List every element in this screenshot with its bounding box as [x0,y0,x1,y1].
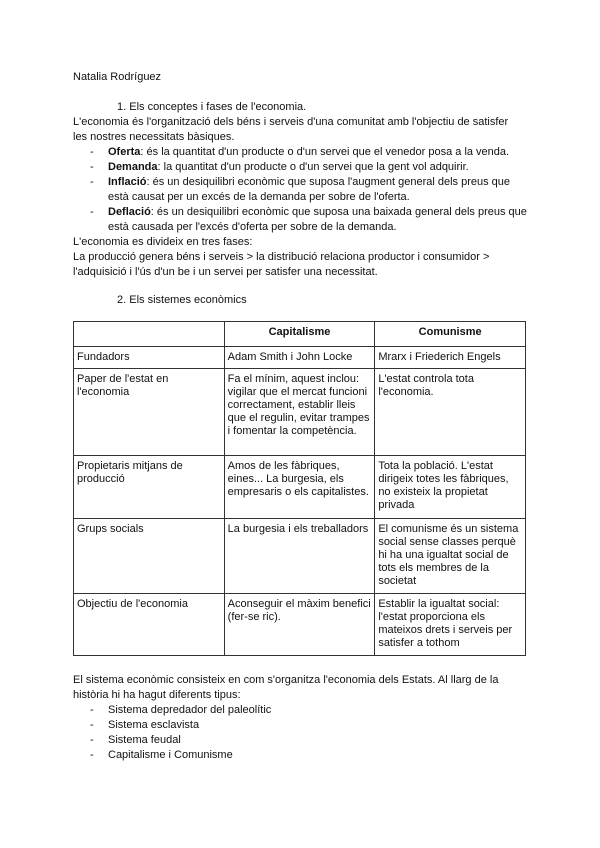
intro-line-1: L'economia és l'organització dels béns i serveis d'una comunitat amb l'objectiu de satisfer [73,116,509,128]
table-cell: Adam Smith i John Locke [224,347,375,369]
phases-intro: L'economia es divideix en tres fases: [73,236,253,248]
table-cell: Aconseguir el màxim benefici (fer-se ric). [224,594,375,656]
table-cell: Grups socials [74,519,225,594]
outro-line-2: història hi ha hagut diferents tipus: [73,689,241,701]
intro-line-2: les nostres necessitats bàsiques. [73,131,235,143]
table-cell: Tota la població. L'estat dirigeix totes les fàbriques, no existeix la propietat privada [375,456,526,519]
table-row [74,594,526,656]
header-cell: Capitalisme [224,322,375,347]
table-cell: Fa el mínim, aquest inclou: vigilar que el mercat funcioni correctament, establir lleis que el regulin, evitar trampes i fomentar la competència. [224,369,375,456]
table-cell: La burgesia i els treballadors [224,519,375,594]
table-cell: El comunisme és un sistema social sense classes perquè hi ha una igualtat social de tots els membres de la societat [375,519,526,594]
table-cell: Establir la igualtat social: l'estat proporciona els mateixos drets i serveis per satisfer a tothom [375,594,526,656]
header-cell: Comunisme [375,322,526,347]
phases-line-2: l'adquisició i l'ús d'un be i un servei per satisfer una necessitat. [73,266,378,278]
section-1-heading: 1. Els conceptes i fases de l'economia. [117,101,307,113]
header-cell [74,322,225,347]
table-row [74,519,526,594]
table-cell: L'estat controla tota l'economia. [375,369,526,456]
table-cell: Paper de l'estat en l'economia [74,369,225,456]
economic-systems-table [73,321,526,656]
phases-line-1: La producció genera béns i serveis > la distribució relaciona productor i consumidor > [73,251,490,263]
table-row [74,369,526,456]
table-cell: Propietaris mitjans de producció [74,456,225,519]
table-cell: Objectiu de l'economia [74,594,225,656]
table-cell: Amos de les fàbriques, eines... La burgesia, els empresaris o els capitalistes. [224,456,375,519]
table-header-row [74,322,526,347]
table-row [74,347,526,369]
section-2-heading: 2. Els sistemes econòmics [117,294,247,306]
table-row [74,456,526,519]
table-cell: Fundadors [74,347,225,369]
outro-line-1: El sistema econòmic consisteix en com s'organitza l'economia dels Estats. Al llarg de la [73,674,499,686]
author-name: Natalia Rodríguez [73,71,162,83]
table-cell: Mrarx i Friederich Engels [375,347,526,369]
document-page: Natalia Rodríguez 1. Els conceptes i fases de l'economia. L'economia és l'organització dels béns i serveis d'una comunitat amb l'objectiu de satisfer les nostres necessitats bàsiques. - Oferta: és la quantitat d'un producte o d'un servei que el venedor posa a la venda. - Demanda: la quantitat d'un producte o d'un servei que la gent vol adquirir. - Inflació: és un desiquilibri econòmic que suposa l'augment general dels preus que està causat per un excés de la demanda per sobre de l'oferta. - Deflació: és un desiquilibri econòmic que suposa una baixada general dels preus que està causada per l'excés d'oferta per sobre de la demanda. L'economia es divideix en tres fases: La producció genera béns i serveis > la distribució relaciona productor i consumidor > l'adquisició i l'ús d'un be i un servei per satisfer una necessitat. 2. Els sistemes econòmics Capitalisme Comunisme Fundadors Adam Smith i John Locke Mrarx i Friederich Engels Paper de l'estat en l'economia Fa el mínim, aquest inclou: vigilar que el mercat funcioni correctament, establir lleis que el regulin, evitar trampes i fomentar la competència. L'estat controla tota l'economia. Propietaris mitjans de producció Amos de les fàbriques, eines... La burgesia, els empresaris o els capitalistes. Tota la població. L'estat dirigeix totes les fàbriques, no existeix la propietat privada Grups socials La burgesia i els treballadors El comunisme és un sistema social sense classes perquè hi ha una igualtat social de tots els membres de la societat Objectiu de l'economia Aconseguir el màxim benefici (fer-se ric). Establir la igualtat social: l'estat proporciona els mateixos drets i serveis per satisfer a tothom El sistema econòmic consisteix en com s'organitza l'economia dels Estats. Al llarg de la història hi ha hagut diferents tipus: - Sistema depredador del paleolític - Sistema esclavista - Sistema feudal - Capitalisme i Comunisme [0,0,600,848]
